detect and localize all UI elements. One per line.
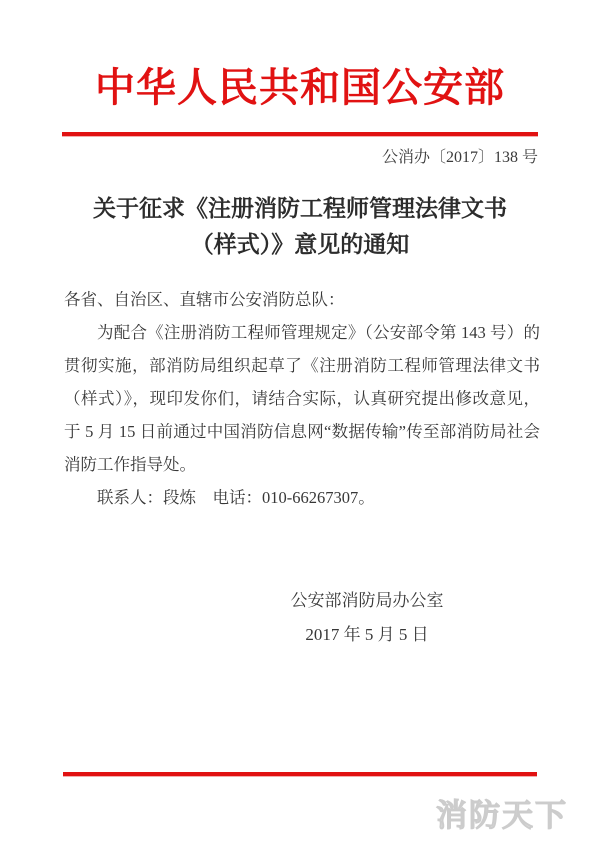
- document-title-line1: 关于征求《注册消防工程师管理法律文书: [93, 196, 507, 221]
- signature-block: [287, 584, 447, 652]
- contact-line: 联系人：段炼 电话：010-66267307。: [97, 488, 375, 507]
- document-title: [0, 191, 600, 263]
- body-paragraph: 为配合《注册消防工程师管理规定》（公安部令第 143 号）的贯彻实施，部消防局组织起草了《注册消防工程师管理法律文书（样式）》，现印发你们，请结合实际，认真研究提出修改意见，于 5 月 15 日前通过中国消防信息网“数据传输”传至部消防局社会消防工作指导处。: [64, 323, 540, 474]
- document-number: 公消办〔2017〕138 号: [381, 149, 538, 166]
- salutation-line: 各省、自治区、直辖市公安消防总队：: [64, 290, 345, 309]
- signing-date: 2017 年 5 月 5 日: [305, 625, 429, 644]
- watermark-text: 消防天下: [436, 798, 568, 833]
- header-divider-line: [62, 132, 538, 136]
- document-body: [64, 283, 540, 514]
- issuing-authority-header: 中华人民共和国公安部: [95, 65, 505, 110]
- footer-divider-line: [63, 772, 537, 776]
- signing-department: 公安部消防局办公室: [290, 591, 444, 610]
- document-title-line2: （样式）》意见的通知: [190, 232, 410, 257]
